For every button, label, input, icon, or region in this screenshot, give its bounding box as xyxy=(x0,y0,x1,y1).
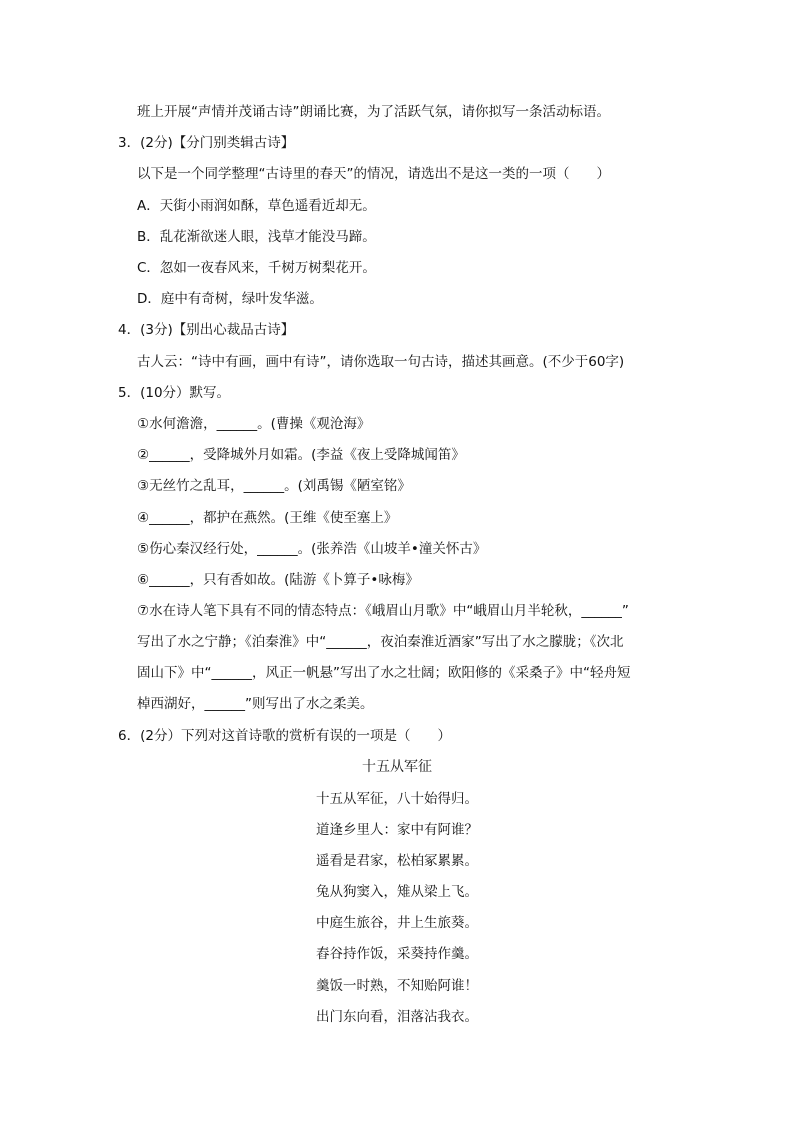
question-5-item-7-line-2: 写出了水之宁静；《泊秦淮》中“______，夜泊秦淮近酒家”写出了水之朦胧；《次北 xyxy=(137,634,624,650)
poem-line-4: 兔从狗窦入，雉从梁上飞。 xyxy=(316,884,478,900)
question-5-header: 5．(10分）默写。 xyxy=(118,385,231,401)
question-5-item-1: ①水何澹澹，______。(曹操《观沧海》 xyxy=(137,416,371,432)
poem-line-7: 羹饭一时熟，不知贻阿谁！ xyxy=(316,978,478,994)
question-3-option-b: B．乱花渐欲迷人眼，浅草才能没马蹄。 xyxy=(137,229,376,245)
poem-line-2: 道逢乡里人：家中有阿谁？ xyxy=(316,822,478,838)
question-5-item-7-line-4: 棹西湖好，______”则写出了水之柔美。 xyxy=(137,696,374,712)
question-5-item-5: ⑤伤心秦汉经行处，______。(张养浩《山坡羊•潼关怀古》 xyxy=(137,541,487,557)
question-5-item-3: ③无丝竹之乱耳，______。(刘禹锡《陋室铭》 xyxy=(137,478,411,494)
question-3-option-a: A．天街小雨润如酥，草色遥看近却无。 xyxy=(137,198,376,214)
question-3-prompt: 以下是一个同学整理“古诗里的春天”的情况，请选出不是这一类的一项（ ） xyxy=(137,166,610,182)
question-6-header: 6．(2分）下列对这首诗歌的赏析有误的一项是（ ） xyxy=(118,728,451,744)
question-5-item-2: ②______，受降城外月如霜。(李益《夜上受降城闻笛》 xyxy=(137,447,465,463)
poem-line-8: 出门东向看，泪落沾我衣。 xyxy=(316,1009,478,1025)
question-3-header: 3．(2分)【分门别类辑古诗】 xyxy=(118,135,295,151)
poem-title: 十五从军征 xyxy=(362,759,432,775)
question-3-option-d: D．庭中有奇树，绿叶发华滋。 xyxy=(137,291,323,307)
question-5-item-7-line-1: ⑦水在诗人笔下具有不同的情态特点：《峨眉山月歌》中“峨眉山月半轮秋，______” xyxy=(137,603,629,619)
question-5-item-6: ⑥______，只有香如故。(陆游《卜算子•咏梅》 xyxy=(137,572,419,588)
poem-line-1: 十五从军征，八十始得归。 xyxy=(316,791,478,807)
question-3-option-c: C．忽如一夜春风来，千树万树梨花开。 xyxy=(137,260,376,276)
question-5-item-4: ④______，都护在燕然。(王维《使至塞上》 xyxy=(137,510,398,526)
question-4-header: 4．(3分)【别出心裁品古诗】 xyxy=(118,322,295,338)
poem-line-5: 中庭生旅谷，井上生旅葵。 xyxy=(316,915,478,931)
intro-text: 班上开展“声情并茂诵古诗”朗诵比赛，为了活跃气氛，请你拟写一条活动标语。 xyxy=(137,104,610,120)
poem-line-6: 舂谷持作饭，采葵持作羹。 xyxy=(316,946,478,962)
question-5-item-7-line-3: 固山下》中“______，风正一帆悬”写出了水之壮阔；欧阳修的《采桑子》中“轻舟短 xyxy=(137,665,631,681)
question-4-prompt: 古人云：“诗中有画，画中有诗”，请你选取一句古诗，描述其画意。(不少于60字) xyxy=(137,354,625,370)
poem-line-3: 遥看是君家，松柏冢累累。 xyxy=(316,853,478,869)
